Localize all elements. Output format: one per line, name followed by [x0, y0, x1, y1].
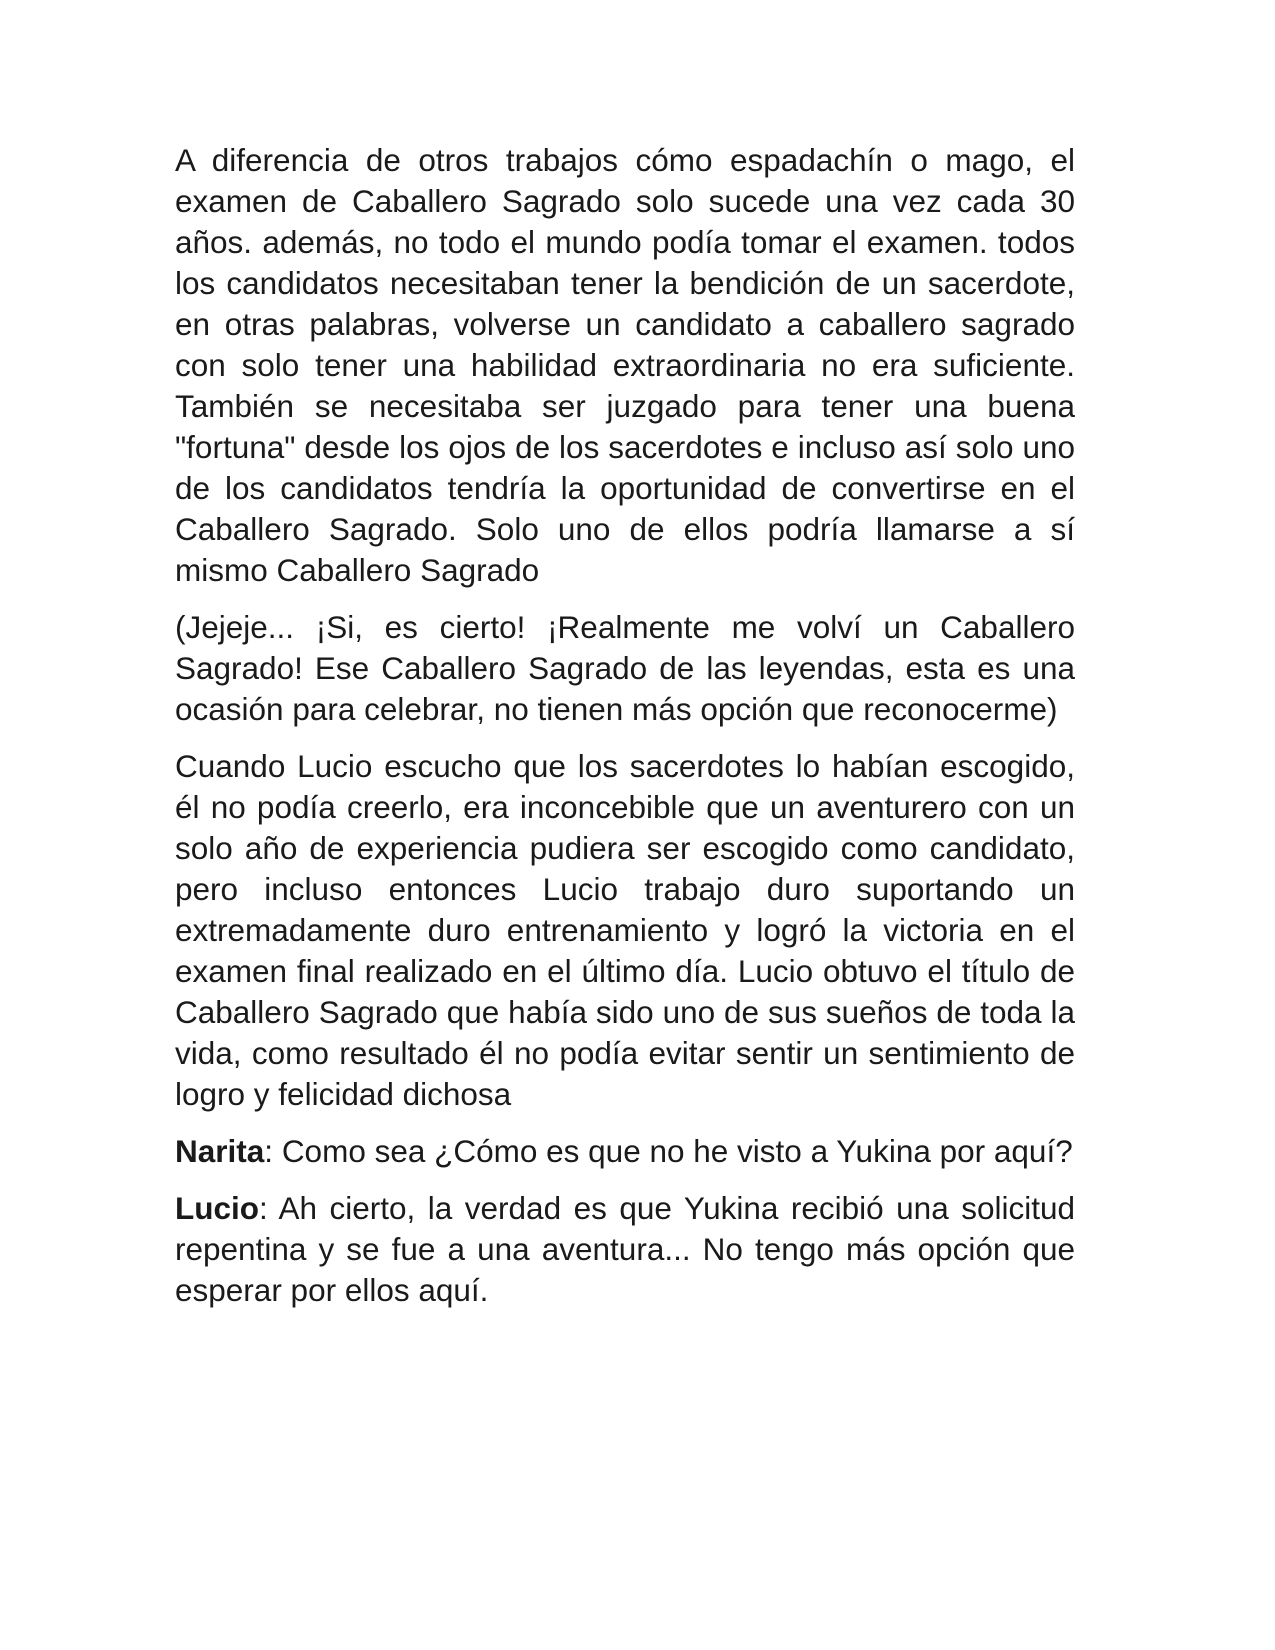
dialogue-line: [175, 1131, 1075, 1172]
dialogue-text: Como sea ¿Cómo es que no he visto a Yukina por aquí?: [281, 1133, 1073, 1169]
speaker-name: Lucio: [175, 1190, 259, 1226]
speaker-separator: :: [264, 1133, 282, 1169]
dialogue-line: [175, 1188, 1075, 1311]
narration-paragraph: Cuando Lucio escucho que los sacerdotes lo habían escogido, él no podía creerlo, era inconcebible que un aventurero con un solo año de experiencia pudiera ser escogido como candidato, pero incluso entonces Lucio trabajo duro suportando un extremadamente duro entrenamiento y logró la victoria en el examen final realizado en el último día. Lucio obtuvo el título de Caballero Sagrado que había sido uno de sus sueños de toda la vida, como resultado él no podía evitar sentir un sentimiento de logro y felicidad dichosa: [175, 748, 1075, 1112]
narration-paragraph: A diferencia de otros trabajos cómo espadachín o mago, el examen de Caballero Sagrado solo sucede una vez cada 30 años. además, no todo el mundo podía tomar el examen. todos los candidatos necesitaban tener la bendición de un sacerdote, en otras palabras, volverse un candidato a caballero sagrado con solo tener una habilidad extraordinaria no era suficiente. También se necesitaba ser juzgado para tener una buena "fortuna" desde los ojos de los sacerdotes e incluso así solo uno de los candidatos tendría la oportunidad de convertirse en el Caballero Sagrado. Solo uno de ellos podría llamarse a sí mismo Caballero Sagrado: [175, 142, 1075, 588]
document-page: [175, 140, 1075, 1327]
dialogue-text: Ah cierto, la verdad es que Yukina recibió una solicitud repentina y se fue a una aventura... No tengo más opción que esperar por ellos aquí.: [175, 1190, 1075, 1308]
inner-thought-paragraph: (Jejeje... ¡Si, es cierto! ¡Realmente me volví un Caballero Sagrado! Ese Caballero Sagrado de las leyendas, esta es una ocasión para celebrar, no tienen más opción que reconocerme): [175, 609, 1075, 727]
speaker-name: Narita: [175, 1133, 265, 1169]
speaker-separator: :: [259, 1190, 279, 1226]
